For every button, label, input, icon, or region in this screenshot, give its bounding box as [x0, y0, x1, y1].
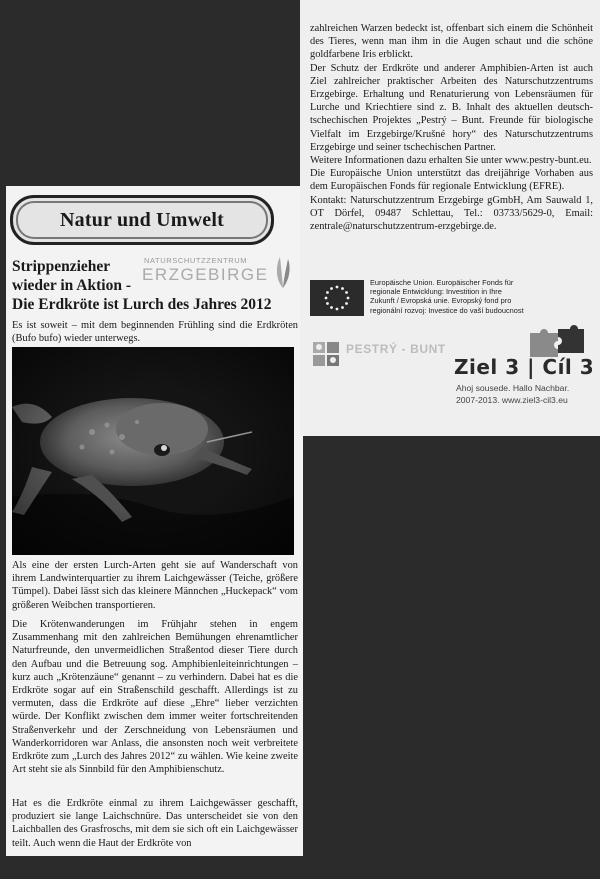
- eu-star-icon: [330, 287, 333, 290]
- eu-star-icon: [341, 306, 344, 309]
- eu-star-icon: [336, 286, 339, 289]
- toad-photo: [12, 347, 294, 555]
- col2-paragraph-2: Der Schutz der Erdkröte und anderer Amphibien-Arten ist auch Ziel zahlreicher praktischer Arbeiten des Naturschutzzentrums Erzgebirge. Erhaltung und Renaturierung von Lebensräumen für Lurche und Kriechtiere sind z. B. Inhalt des aktuellen deutsch-tschechischen Projektes „Pestrý – Bunt. Freunde für biologische Vielfalt im Erzgebirge/Krušné hory“ des Naturschutzzentrums Erzgebirge und seiner tschechischen Partner.: [310, 62, 593, 153]
- article-intro: Es ist soweit – mit dem beginnenden Frühling sind die Erdkröten (Bufo bufo) wieder unterwegs.: [12, 320, 298, 345]
- eu-funding-logo: [310, 278, 595, 318]
- nz-logo-small-text: NATURSCHUTZZENTRUM: [144, 256, 248, 265]
- eu-star-icon: [330, 306, 333, 309]
- headline-line-2: wieder in Aktion -: [12, 277, 131, 294]
- eu-star-icon: [325, 297, 328, 300]
- section-banner: [10, 195, 274, 245]
- eu-star-icon: [326, 291, 329, 294]
- section-title: Natur und Umwelt: [60, 208, 224, 231]
- puzzle-icon: [526, 325, 586, 357]
- eu-flag-icon: [310, 280, 364, 316]
- eu-star-icon: [341, 287, 344, 290]
- eu-funding-text: Europäische Union. Europäischer Fonds für regionale Entwicklung: Investition in Ihre Zukunft / Evropská unie. Evropský fond pro regionální rozvoj: Investice do vaší budoucnost: [370, 278, 524, 315]
- eu-star-icon: [345, 291, 348, 294]
- ziel3-logo: [454, 325, 594, 410]
- ziel3-website: 2007-2013. www.ziel3-cil3.eu: [456, 395, 568, 405]
- eu-star-icon: [345, 302, 348, 305]
- col2-paragraph-4: Die Europäische Union unterstützt das dreijährige Vorhaben aus dem Europäischen Fonds für regionale Entwicklung (EFRE).: [310, 168, 593, 193]
- pestry-bunt-label: PESTRÝ - BUNT: [346, 342, 446, 356]
- pestry-bunt-logo: [312, 340, 452, 374]
- col2-paragraph-3: Weitere Informationen dazu erhalten Sie unter www.pestry-bunt.eu.: [310, 155, 592, 167]
- leaf-icon: [272, 255, 294, 289]
- ziel3-title: Ziel 3 | Cíl 3: [454, 355, 595, 379]
- naturschutzzentrum-logo: [140, 253, 296, 293]
- col1-paragraph-1: Als eine der ersten Lurch-Arten geht sie auf Wanderschaft von ihrem Landwinterquartier zu ihrem Laichgewässer (Teiche, größere Tümpel). Dabei lässt sich das kleinere Männchen „Huckepack“ vom größeren Weibchen transportieren.: [12, 560, 298, 611]
- right-column: [310, 22, 593, 233]
- eu-star-icon: [336, 308, 339, 311]
- pestry-bunt-icon: [312, 340, 342, 368]
- col1-paragraph-2: Die Krötenwanderungen im Frühjahr stehen in engem Zusammenhang mit den zahlreichen Bemühungen ehrenamtlicher Naturfreunde, den unvermeidlichen Straßentod dieser Tiere durch den Aufbau und die Betreuung sog. Amphibienleiteinrichtungen – kurz auch „Krötenzäune“ genannt – zu verhindern. Dabei hat es die Erdkröte sogar auf ein Straßenschild geschafft. Allerdings ist zu vermuten, dass die Erdkröte auf diese „Ehre“ lieber verzichten würde. Der Konflikt zwischen dem immer weiter fortschreitenden Straßenverkehr und der Zerschneidung von Lebensräumen und Wanderkorridoren war Anlass, die ansonsten noch weit verbreitete Erdkröte zum „Lurch des Jahres 2012“ zu wählen. Wie keine zweite Art steht sie als Sinnbild für den Amphibienschutz.: [12, 619, 298, 776]
- eu-star-icon: [347, 297, 350, 300]
- col1-paragraph-3: Hat es die Erdkröte einmal zu ihrem Laichgewässer geschafft, produziert sie lange Laichschnüre. Das unterscheidet sie von den Laichballen des Grasfroschs, mit dem sie sich oft ein Laichgewässer teilt. Auch wenn die Haut der Erdkröte von: [12, 798, 298, 849]
- nz-logo-big-text: ERZGEBIRGE: [142, 265, 269, 284]
- ziel3-slogan: Ahoj sousede. Hallo Nachbar.: [456, 383, 570, 393]
- col2-paragraph-5: Kontakt: Naturschutzzentrum Erzgebirge gGmbH, Am Sauwald 1, OT Dörfel, 09487 Schlettau, Tel.: 03733/5629-0, Email: zentrale@naturschutzzentrum-erzgebirge.de.: [310, 194, 593, 233]
- headline-line-3: Die Erdkröte ist Lurch des Jahres 2012: [12, 296, 272, 313]
- col2-paragraph-1: zahlreichen Warzen bedeckt ist, offenbart sich einem die Schönheit des Tieres, wenn man ihm in die Augen schaut und die schöne goldfarbene Iris erblickt.: [310, 23, 593, 61]
- eu-star-icon: [326, 302, 329, 305]
- headline-line-1: Strippenzieher: [12, 258, 111, 275]
